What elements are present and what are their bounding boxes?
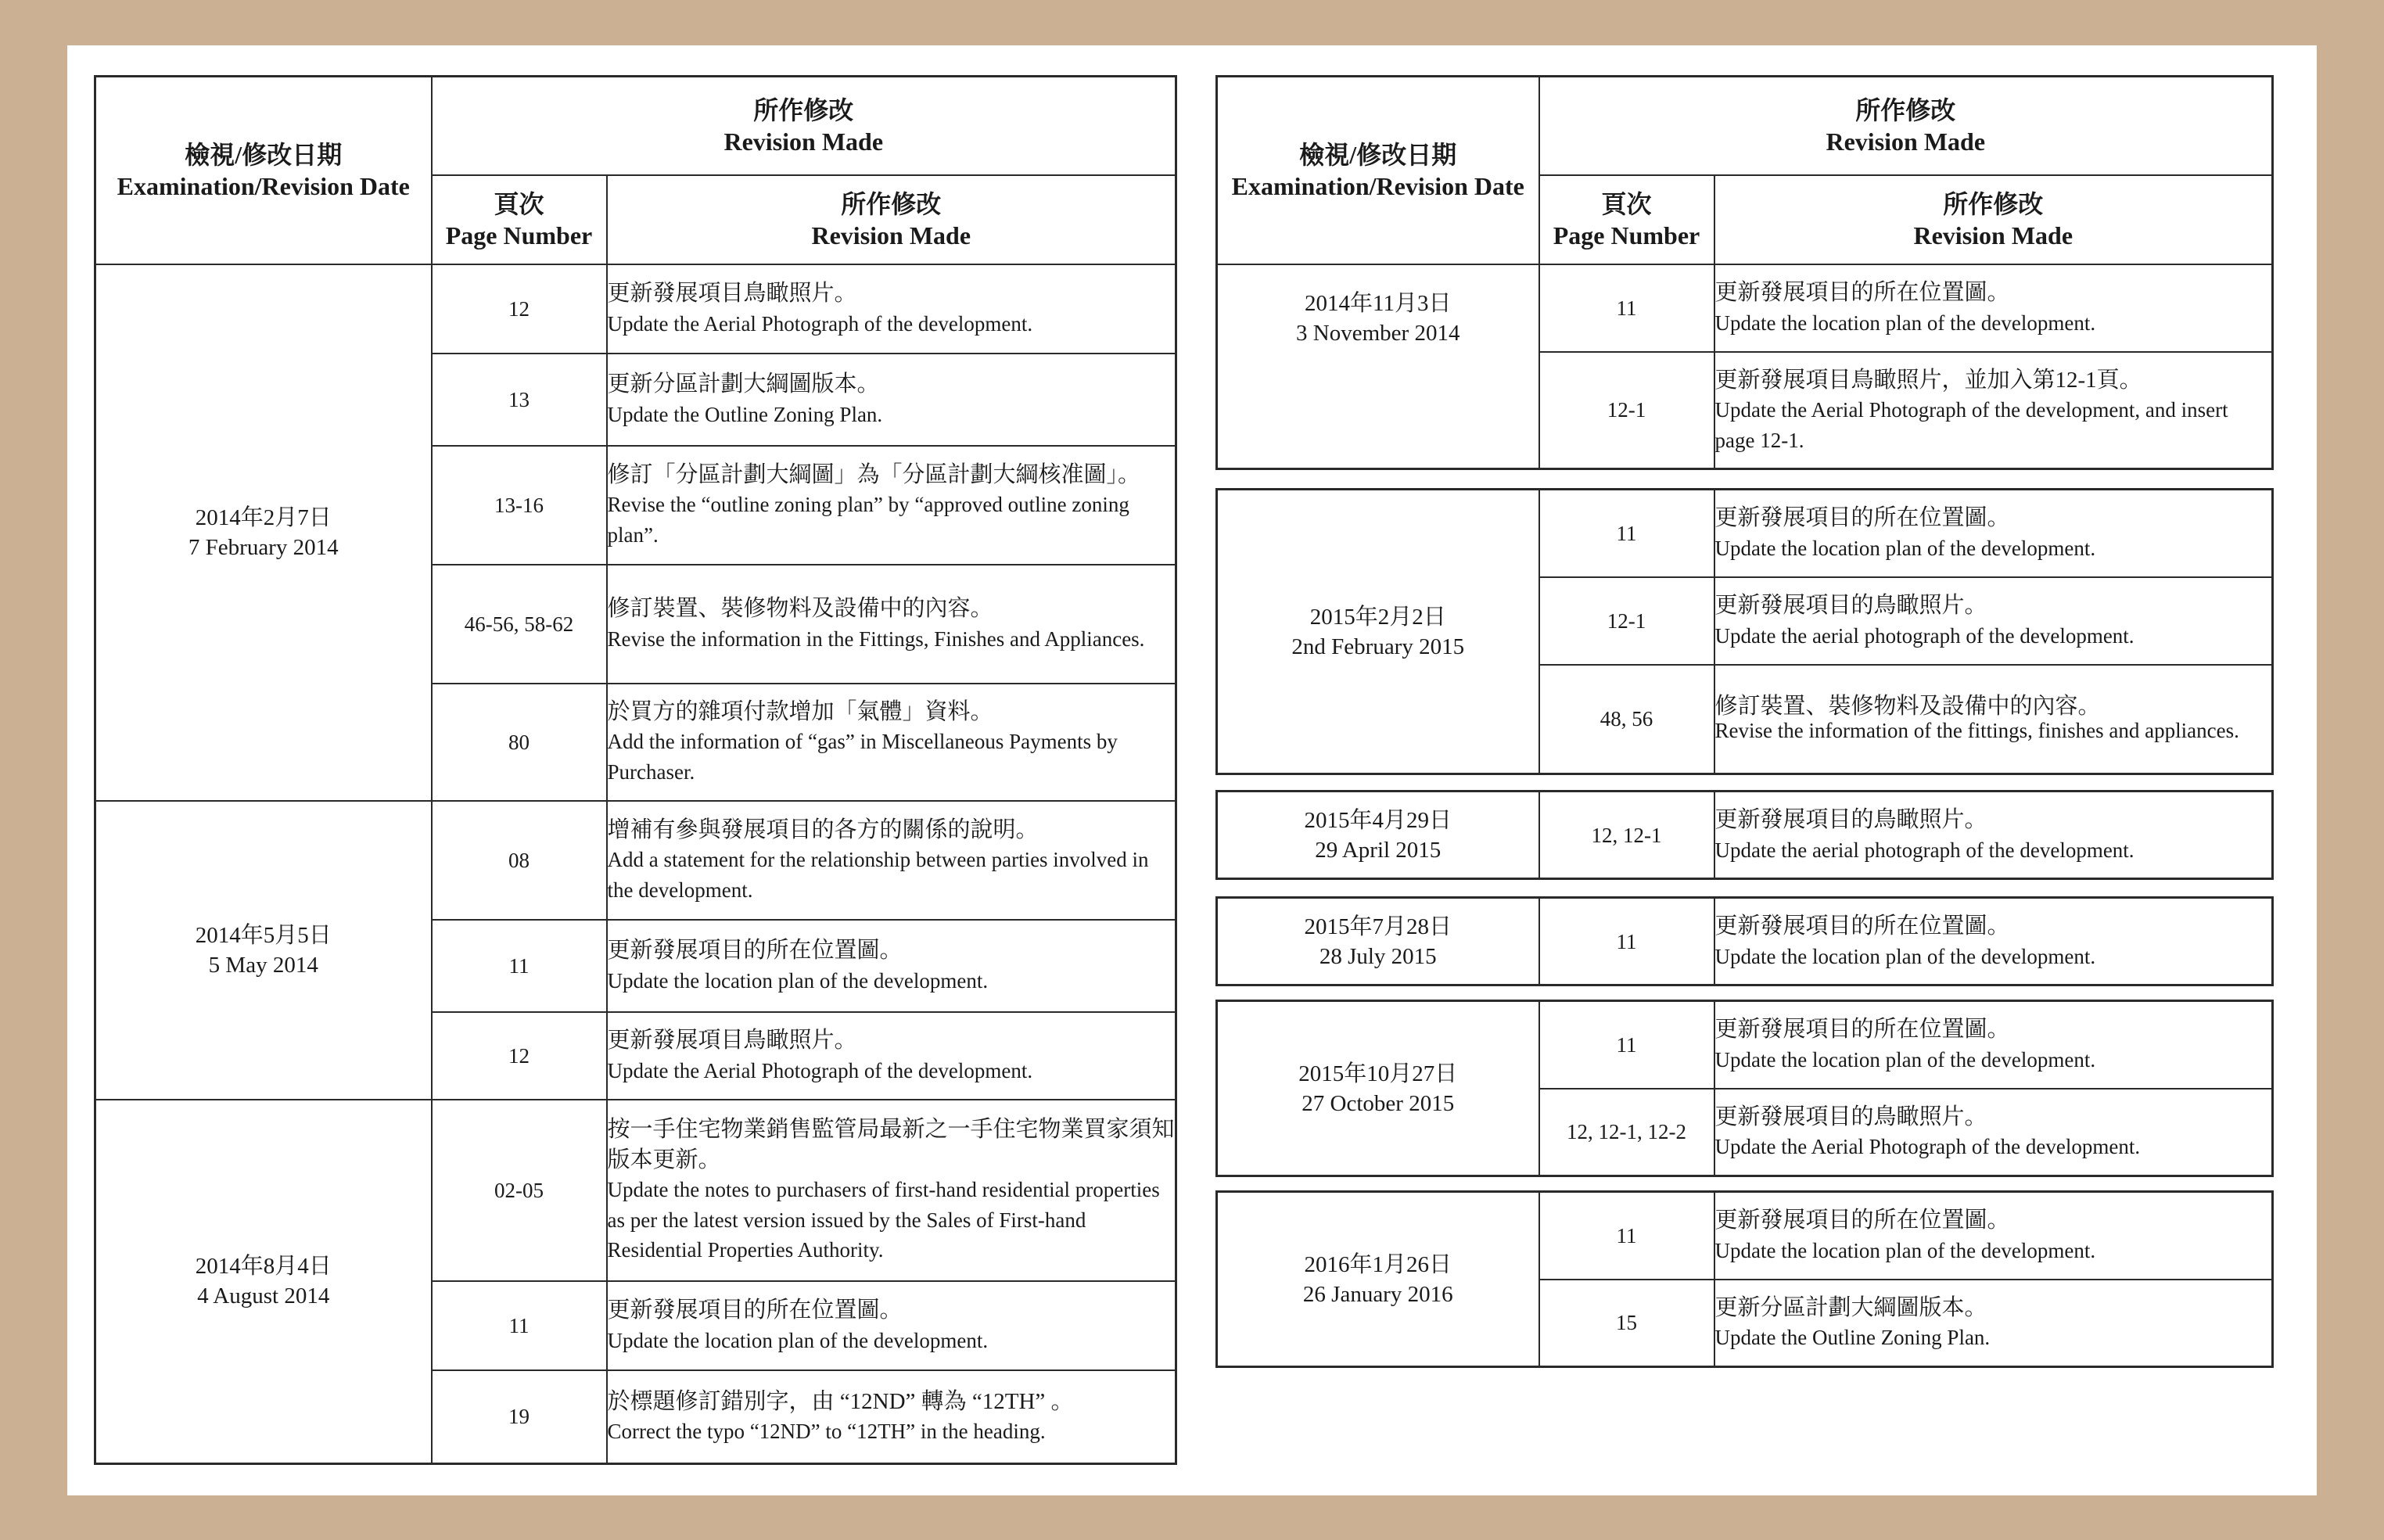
revision-description: 更新發展項目的鳥瞰照片。 Update the aerial photograph of the development. xyxy=(1714,577,2273,665)
revision-description: 於標題修訂錯別字，由 “12ND” 轉為 “12TH” 。 Correct the typo “12ND” to “12TH” in the heading. xyxy=(607,1370,1176,1464)
page-number: 02-05 xyxy=(432,1100,607,1281)
header-date: 檢視/修改日期 Examination/Revision Date xyxy=(1217,77,1539,264)
revision-date: 2015年2月2日 2nd February 2015 xyxy=(1217,490,1539,774)
revision-description: 按一手住宅物業銷售監管局最新之一手住宅物業買家須知版本更新。 Update the notes to purchasers of first-hand residential properties as per the latest version issued by the Sales of First-hand Residential Properties Authority. xyxy=(607,1100,1176,1281)
revision-description: 更新發展項目的所在位置圖。 Update the location plan of the development. xyxy=(1714,898,2273,985)
header-revision-detail: 所作修改 Revision Made xyxy=(1714,175,2273,264)
revision-description: 增補有參與發展項目的各方的關係的說明。 Add a statement for the relationship between parties involved in the development. xyxy=(607,801,1176,920)
page-number: 46-56, 58-62 xyxy=(432,565,607,684)
table-row xyxy=(1217,898,2273,985)
revision-description: 更新發展項目鳥瞰照片。 Update the Aerial Photograph of the development. xyxy=(607,264,1176,354)
revision-date: 2014年2月7日 7 February 2014 xyxy=(95,264,432,801)
revision-description: 更新發展項目的所在位置圖。 Update the location plan of the development. xyxy=(1714,264,2273,352)
revision-description: 更新發展項目鳥瞰照片。 Update the Aerial Photograph of the development. xyxy=(607,1012,1176,1100)
revision-date: 2016年1月26日 26 January 2016 xyxy=(1217,1192,1539,1367)
page-number: 15 xyxy=(1539,1280,1714,1367)
revision-description: 更新發展項目的所在位置圖。 Update the location plan of the development. xyxy=(607,1281,1176,1370)
revision-description: 更新發展項目的鳥瞰照片。 Update the Aerial Photograph of the development. xyxy=(1714,1089,2273,1176)
table-row xyxy=(1217,792,2273,879)
table-row xyxy=(1217,490,2273,577)
table-row xyxy=(95,264,1176,354)
table-row xyxy=(95,801,1176,920)
page-number: 19 xyxy=(432,1370,607,1464)
revision-date: 2014年8月4日 4 August 2014 xyxy=(95,1100,432,1464)
page-number: 48, 56 xyxy=(1539,665,1714,774)
revision-table-left xyxy=(94,75,1177,1465)
revision-table-right-6 xyxy=(1215,1190,2274,1368)
page-number: 13-16 xyxy=(432,446,607,565)
page-number: 11 xyxy=(432,920,607,1012)
revision-date: 2014年11月3日 3 November 2014 xyxy=(1217,264,1539,469)
revision-description: 更新發展項目的所在位置圖。 Update the location plan of the development. xyxy=(1714,1192,2273,1280)
revision-table-right-2 xyxy=(1215,488,2274,775)
header-revision-made: 所作修改 Revision Made xyxy=(432,77,1176,175)
revision-description: 更新發展項目鳥瞰照片，並加入第12-1頁。 Update the Aerial Photograph of the development, and insert page 12-1. xyxy=(1714,352,2273,469)
page-number: 13 xyxy=(432,354,607,446)
page-number: 11 xyxy=(432,1281,607,1370)
header-revision-made: 所作修改 Revision Made xyxy=(1539,77,2273,175)
header-revision-detail: 所作修改 Revision Made xyxy=(607,175,1176,264)
table-row xyxy=(1217,1001,2273,1089)
page-number: 12, 12-1 xyxy=(1539,792,1714,879)
revision-table-right-1 xyxy=(1215,75,2274,470)
revision-table-right-4 xyxy=(1215,896,2274,986)
revision-description: 修訂裝置、裝修物料及設備中的內容。 Revise the information in the Fittings, Finishes and Appliances. xyxy=(607,565,1176,684)
revision-description: 更新發展項目的所在位置圖。 Update the location plan of the development. xyxy=(1714,1001,2273,1089)
page-number: 12-1 xyxy=(1539,577,1714,665)
page-number: 11 xyxy=(1539,264,1714,352)
revision-description: 更新發展項目的所在位置圖。 Update the location plan of the development. xyxy=(607,920,1176,1012)
revision-description: 更新發展項目的鳥瞰照片。 Update the aerial photograph of the development. xyxy=(1714,792,2273,879)
page-number: 12 xyxy=(432,1012,607,1100)
revision-table-right-3 xyxy=(1215,790,2274,880)
table-row xyxy=(95,1100,1176,1281)
page-number: 11 xyxy=(1539,898,1714,985)
revision-description: 於買方的雜項付款增加「氣體」資料。 Add the information of “gas” in Miscellaneous Payments by Purchaser. xyxy=(607,684,1176,801)
page-number: 11 xyxy=(1539,1001,1714,1089)
page-number: 11 xyxy=(1539,490,1714,577)
page-number: 12-1 xyxy=(1539,352,1714,469)
table-row xyxy=(1217,264,2273,352)
header-page-number: 頁次 Page Number xyxy=(432,175,607,264)
page-number: 11 xyxy=(1539,1192,1714,1280)
page-number: 12, 12-1, 12-2 xyxy=(1539,1089,1714,1176)
page-number: 80 xyxy=(432,684,607,801)
revision-date: 2015年4月29日 29 April 2015 xyxy=(1217,792,1539,879)
header-date: 檢視/修改日期 Examination/Revision Date xyxy=(95,77,432,264)
page-number: 12 xyxy=(432,264,607,354)
revision-date: 2014年5月5日 5 May 2014 xyxy=(95,801,432,1100)
header-page-number: 頁次 Page Number xyxy=(1539,175,1714,264)
revision-table-right-5 xyxy=(1215,1000,2274,1177)
revision-description: 更新分區計劃大綱圖版本。 Update the Outline Zoning Plan. xyxy=(1714,1280,2273,1367)
revision-description: 更新發展項目的所在位置圖。 Update the location plan of the development. xyxy=(1714,490,2273,577)
revision-description: 修訂「分區計劃大綱圖」為「分區計劃大綱核准圖」。 Revise the “outline zoning plan” by “approved outline zoning plan”. xyxy=(607,446,1176,565)
revision-date: 2015年10月27日 27 October 2015 xyxy=(1217,1001,1539,1176)
revision-description: 更新分區計劃大綱圖版本。 Update the Outline Zoning Plan. xyxy=(607,354,1176,446)
revision-description: 修訂裝置、裝修物料及設備中的內容。 Revise the information of the fittings, finishes and appliances. xyxy=(1714,665,2273,774)
table-row xyxy=(1217,1192,2273,1280)
page-number: 08 xyxy=(432,801,607,920)
revision-date: 2015年7月28日 28 July 2015 xyxy=(1217,898,1539,985)
